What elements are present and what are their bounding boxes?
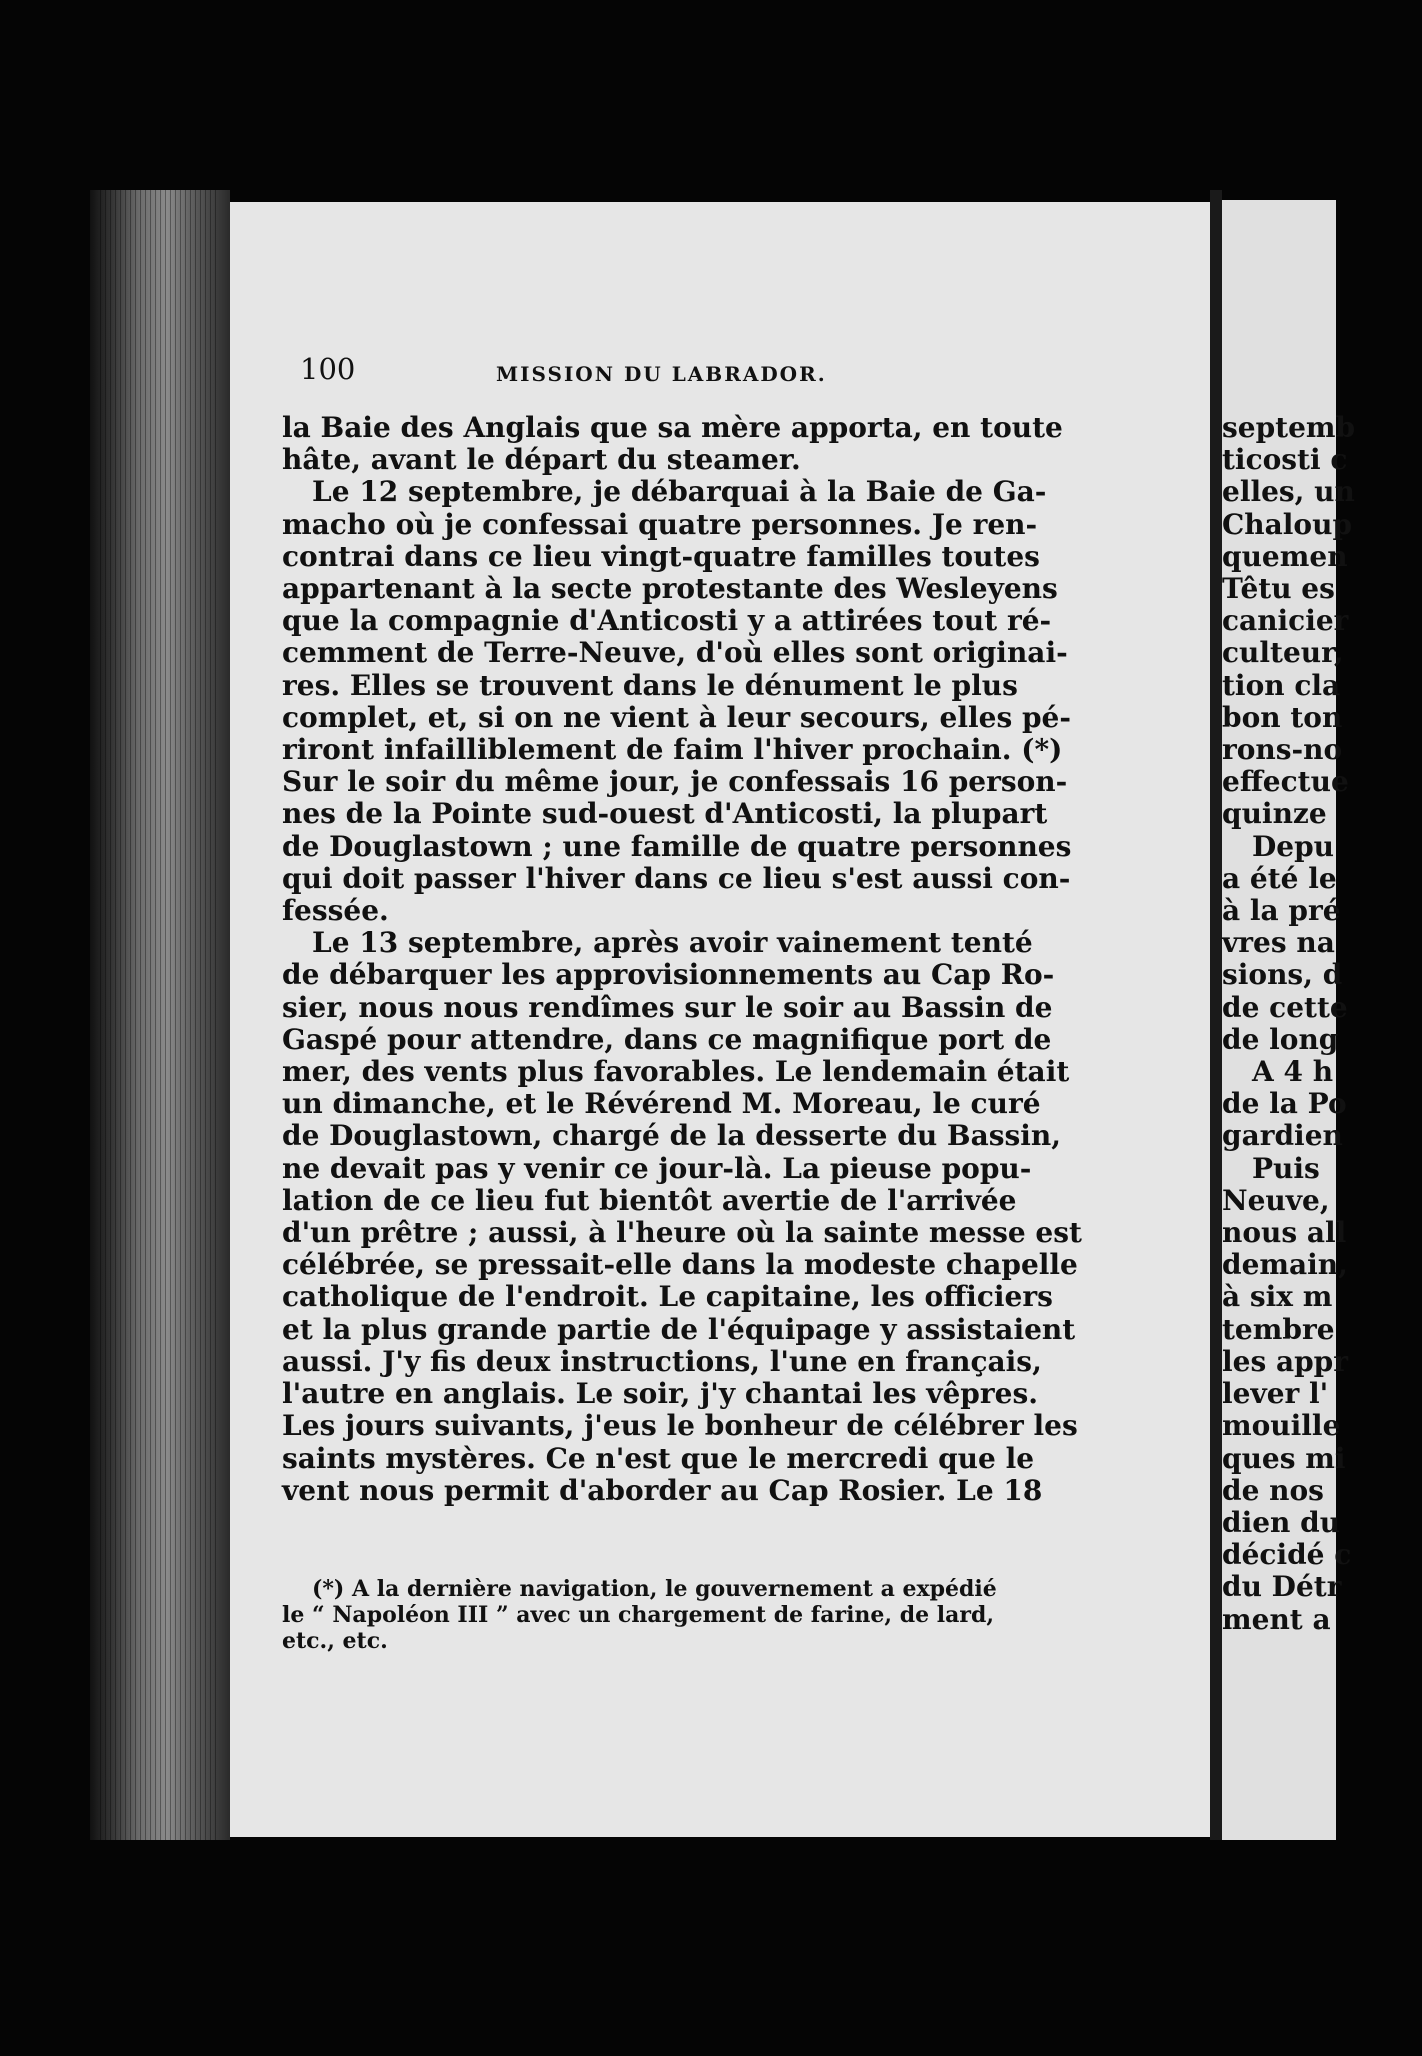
- text-line: ne devait pas y venir ce jour-là. La pieuse popu-: [282, 1151, 1032, 1185]
- text-line: catholique de l'endroit. Le capitaine, les officiers: [282, 1280, 1053, 1314]
- right-text-line: A 4 h: [1252, 1055, 1334, 1089]
- text-line: vent nous permit d'aborder au Cap Rosier. Le 18: [282, 1473, 1043, 1507]
- text-line: sier, nous nous rendîmes sur le soir au Bassin de: [282, 990, 1053, 1024]
- text-line: la Baie des Anglais que sa mère apporta, en toute: [282, 411, 1063, 444]
- right-text-line: lever l': [1222, 1377, 1329, 1411]
- right-page-text: [1222, 412, 1422, 1636]
- text-line: Gaspé pour attendre, dans ce magnifique port de: [282, 1022, 1052, 1056]
- footnote: [282, 1576, 1012, 1654]
- text-line: appartenant à la secte protestante des Wesleyens: [282, 572, 1058, 606]
- text-line: d'un prêtre ; aussi, à l'heure où la sainte messe est: [282, 1216, 1082, 1250]
- right-text-line: a été le: [1222, 861, 1337, 895]
- right-text-line: de cette: [1222, 990, 1348, 1024]
- footnote-line: le “ Napoléon III ” avec un chargement de farine, de lard,: [282, 1602, 995, 1628]
- right-text-line: Neuve,: [1222, 1183, 1330, 1217]
- text-line: un dimanche, et le Révérend M. Moreau, le curé: [282, 1087, 1041, 1121]
- text-line: qui doit passer l'hiver dans ce lieu s'est aussi con-: [282, 861, 1071, 895]
- right-text-line: de long: [1222, 1022, 1339, 1056]
- right-text-line: Depu: [1252, 829, 1335, 863]
- text-line: aussi. J'y fis deux instructions, l'une en français,: [282, 1344, 1042, 1378]
- text-line: macho où je confessai quatre personnes. Je ren-: [282, 507, 1038, 541]
- text-line: Le 13 septembre, après avoir vainement tenté: [312, 926, 1033, 960]
- left-page-text: [282, 411, 1082, 1507]
- right-text-line: du Détr: [1222, 1570, 1342, 1604]
- right-text-line: les appr: [1222, 1344, 1349, 1378]
- text-line: contrai dans ce lieu vingt-quatre familles toutes: [282, 539, 1040, 573]
- right-text-line: ment a: [1222, 1602, 1331, 1636]
- page-header: [160, 352, 980, 392]
- right-text-line: demain,: [1222, 1248, 1348, 1282]
- right-text-line: ticosti c: [1222, 443, 1348, 477]
- right-text-line: ques mi: [1222, 1441, 1346, 1475]
- text-line: saints mystères. Ce n'est que le mercredi que le: [282, 1441, 1035, 1475]
- text-line: de Douglastown, chargé de la desserte du Bassin,: [282, 1119, 1061, 1153]
- running-title: MISSION DU LABRADOR.: [496, 362, 827, 386]
- right-text-line: quinze: [1222, 797, 1327, 831]
- text-line: Les jours suivants, j'eus le bonheur de célébrer les: [282, 1409, 1078, 1443]
- text-line: que la compagnie d'Anticosti y a attirées tout ré-: [282, 604, 1052, 638]
- text-line: complet, et, si on ne vient à leur secours, elles pé-: [282, 700, 1071, 734]
- page-number: 100: [300, 352, 356, 386]
- right-text-line: Têtu es: [1222, 572, 1335, 606]
- right-text-line: à la pré: [1222, 894, 1341, 928]
- text-line: mer, des vents plus favorables. Le lendemain était: [282, 1055, 1070, 1089]
- text-line: Le 12 septembre, je débarquai à la Baie de Ga-: [312, 475, 1047, 509]
- right-text-line: canicier: [1222, 604, 1349, 638]
- right-text-line: Chaloup: [1222, 507, 1353, 541]
- text-line: l'autre en anglais. Le soir, j'y chantai les vêpres.: [282, 1377, 1038, 1411]
- text-line: res. Elles se trouvent dans le dénument le plus: [282, 668, 1018, 702]
- text-line: fessée.: [282, 894, 389, 928]
- right-text-line: décidé c: [1222, 1538, 1352, 1572]
- right-text-line: effectue: [1222, 765, 1349, 799]
- text-line: Sur le soir du même jour, je confessais 16 person-: [282, 765, 1068, 799]
- right-text-line: septemb: [1222, 411, 1356, 444]
- text-line: riront infailliblement de faim l'hiver prochain. (*): [282, 733, 1063, 767]
- right-text-line: à six m: [1222, 1280, 1333, 1314]
- text-line: nes de la Pointe sud-ouest d'Anticosti, la plupart: [282, 797, 1048, 831]
- footnote-line: etc., etc.: [282, 1628, 388, 1654]
- right-text-line: bon ton: [1222, 700, 1343, 734]
- page-edge-lines: [100, 190, 220, 1840]
- right-text-line: elles, un: [1222, 475, 1355, 509]
- text-line: lation de ce lieu fut bientôt avertie de l'arrivée: [282, 1183, 1017, 1217]
- text-line: de Douglastown ; une famille de quatre personnes: [282, 829, 1072, 863]
- right-text-line: rons-no: [1222, 733, 1343, 767]
- text-line: cemment de Terre-Neuve, d'où elles sont originai-: [282, 636, 1068, 670]
- right-text-line: culteur,: [1222, 636, 1344, 670]
- right-text-line: de nos: [1222, 1473, 1324, 1507]
- right-text-line: dien du: [1222, 1505, 1341, 1539]
- text-line: et la plus grande partie de l'équipage y assistaient: [282, 1312, 1076, 1346]
- text-line: de débarquer les approvisionnements au Cap Ro-: [282, 958, 1055, 992]
- footnote-line: (*) A la dernière navigation, le gouvernement a expédié: [312, 1576, 997, 1602]
- right-text-line: nous all: [1222, 1216, 1347, 1250]
- right-text-line: Puis: [1252, 1151, 1320, 1185]
- right-text-line: tembre: [1222, 1312, 1335, 1346]
- right-text-line: vres na: [1222, 926, 1335, 960]
- right-text-line: gardien: [1222, 1119, 1343, 1153]
- book-gutter: [1210, 190, 1222, 1840]
- text-line: célébrée, se pressait-elle dans la modeste chapelle: [282, 1248, 1078, 1282]
- right-text-line: tion cla: [1222, 668, 1341, 702]
- right-text-line: de la Po: [1222, 1087, 1347, 1121]
- right-text-line: mouille: [1222, 1409, 1341, 1443]
- right-text-line: sions, d: [1222, 958, 1343, 992]
- right-text-line: quemen: [1222, 539, 1348, 573]
- text-line: hâte, avant le départ du steamer.: [282, 443, 801, 477]
